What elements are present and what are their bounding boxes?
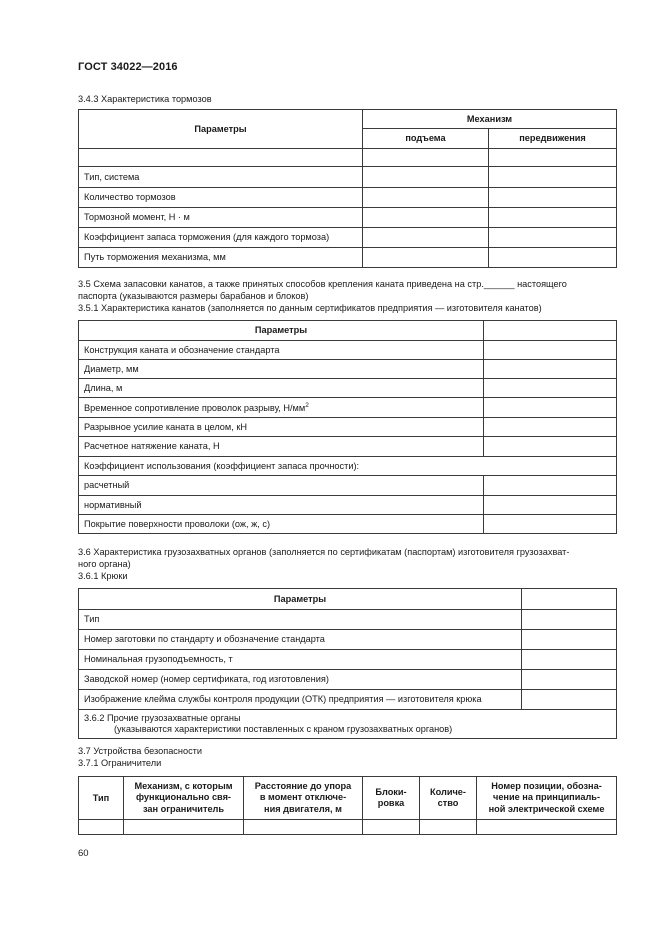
table-row: Путь торможения механизма, мм — [79, 248, 363, 268]
table-row: Коэффициент запаса торможения (для каждого тормоза) — [79, 228, 363, 248]
table-row: Тормозной момент, Н · м — [79, 208, 363, 228]
table-row: Номинальная грузоподъемность, т — [79, 650, 522, 670]
hooks-table — [78, 588, 617, 739]
document-header: ГОСТ 34022—2016 — [78, 61, 178, 73]
table-row: Разрывное усилие каната в целом, кН — [79, 418, 484, 437]
table-row: Изображение клейма службы контроля продукции (ОТК) предприятия — изготовителя крюка — [79, 690, 522, 710]
col-mechanism: Механизм, с которым функционально свя- зан ограничитель — [124, 777, 244, 820]
table-row: Номер заготовки по стандарту и обозначение стандарта — [79, 630, 522, 650]
table-row: Заводской номер (номер сертификата, год изготовления) — [79, 670, 522, 690]
section-361-title: 3.6.1 Крюки — [78, 571, 128, 581]
section-37-title: 3.7 Устройства безопасности — [78, 746, 203, 756]
section-36-line1: 3.6 Характеристика грузозахватных органов (заполняется по сертификатам (паспортам) изготовителя грузозахват- — [78, 547, 570, 557]
col-distance: Расстояние до упора в момент отключе- ния двигателя, м — [244, 777, 363, 820]
ropes-table — [78, 320, 617, 534]
col-move: передвижения — [489, 129, 617, 149]
table-row: Расчетное натяжение каната, Н — [79, 437, 484, 457]
col-blocking: Блоки- ровка — [363, 777, 420, 820]
section-371-title: 3.7.1 Ограничители — [78, 758, 162, 768]
table-row: Конструкция каната и обозначение стандарта — [79, 341, 484, 360]
col-type: Тип — [79, 777, 124, 820]
section-36-line2: ного органа) — [78, 559, 131, 569]
section-343-title: 3.4.3 Характеристика тормозов — [78, 94, 212, 104]
table-row: Временное сопротивление проволок разрыву, $Н/мм^2$ — [79, 398, 484, 418]
table-row: расчетный — [79, 476, 484, 496]
section-35-line1: 3.5 Схема запасовки канатов, а также принятых способов крепления каната приведена на стр.______ настоящего — [78, 279, 567, 289]
table-row: Диаметр, мм — [79, 360, 484, 379]
mechanism-header: Механизм — [363, 110, 617, 129]
param-header: Параметры — [79, 589, 522, 610]
param-header: Параметры — [79, 321, 484, 341]
section-351-title: 3.5.1 Характеристика канатов (заполняется по данным сертификатов предприятия — изготовителя канатов) — [78, 303, 542, 313]
other-gripping-row: 3.6.2 Прочие грузозахватные органы (указываются характеристики поставленных с краном грузозахватных органов) — [79, 710, 617, 739]
col-position: Номер позиции, обозна- чение на принципиаль- ной электрической схеме — [477, 777, 617, 820]
table-row: Коэффициент использования (коэффициент запаса прочности): — [79, 457, 617, 476]
table-row: нормативный — [79, 496, 484, 515]
brakes-table — [78, 109, 617, 268]
param-header: Параметры — [79, 110, 363, 149]
table-row: Тип, система — [79, 167, 363, 188]
col-quantity: Количе- ство — [420, 777, 477, 820]
col-lift: подъема — [363, 129, 489, 149]
table-row: Количество тормозов — [79, 188, 363, 208]
limiters-table — [78, 776, 617, 835]
table-row: Длина, м — [79, 379, 484, 398]
table-row: Тип — [79, 610, 522, 630]
section-35-line2: паспорта (указываются размеры барабанов и блоков) — [78, 291, 309, 301]
table-row: Покрытие поверхности проволоки (ож, ж, с) — [79, 515, 484, 534]
page-number: 60 — [78, 848, 89, 859]
